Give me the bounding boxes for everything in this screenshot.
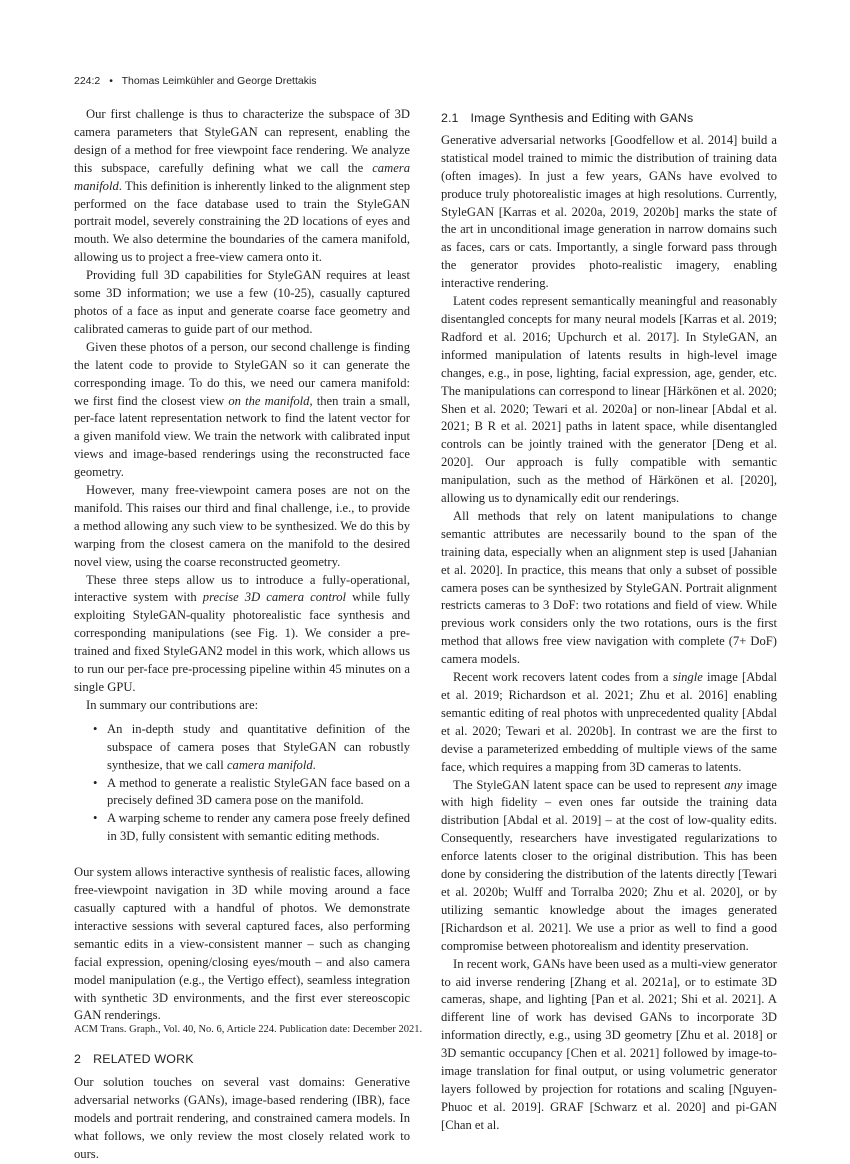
list-item: • An in-depth study and quantitative definition of the subspace of camera poses that StyleGAN can robustly synthesize, that we call camera manifold. bbox=[107, 721, 410, 775]
list-item: • A warping scheme to render any camera pose freely defined in 3D, fully consistent with semantic editing methods. bbox=[107, 810, 410, 846]
paragraph: Our system allows interactive synthesis of realistic faces, allowing free-viewpoint navigation in 3D while moving around a face casually captured with a handful of photos. We demonstrate interactive sessions with several captured faces, also performing semantic edits in a view-consistent manner – such as changing facial expression, opening/closing eyes/mouth – and also camera model manipulation (e.g., the Vertigo effect), seamless integration with synthetic 3D environments, and the first ever stereoscopic GAN renderings. bbox=[74, 865, 410, 1023]
running-header bbox=[74, 75, 317, 87]
section-number: 2 bbox=[74, 1052, 82, 1067]
paragraph: Our first challenge is thus to characterize the subspace of 3D camera parameters that StyleGAN can represent, enabling the design of a method for free viewpoint face rendering. We analyze this subspace, carefully defining what we call the camera manifold. This definition is inherently linked to the alignment step performed on the face database used to train the StyleGAN portrait model, severely constraining the 2D locations of eyes and mouth. We also determine the boundaries of the camera manifold, allowing us to project a free-view camera onto it. bbox=[74, 107, 410, 265]
list-item: • A method to generate a realistic StyleGAN face based on a precisely defined 3D camera pose on the manifold. bbox=[107, 775, 410, 811]
paragraph: However, many free-viewpoint camera poses are not on the manifold. This raises our third and final challenge, i.e., to provide a method allowing any such view to be synthesized. We do this by warping from the closest camera on the manifold to the desired novel view, using the coarse reconstructed geometry. bbox=[74, 483, 410, 569]
right-column bbox=[441, 110, 777, 1135]
subsection-title: Image Synthesis and Editing with GANs bbox=[470, 111, 694, 125]
section-heading bbox=[74, 1051, 410, 1069]
header-separator: • bbox=[109, 75, 113, 87]
paragraph: All methods that rely on latent manipulations to change semantic attributes are necessarily bound to the span of the training data, especially when an alignment step is used [Jahanian et al. 2020]. In practice, this means that only a subset of possible camera poses can be synthesized by StyleGAN. Portrait alignment restricts cameras to 3 DoF: two rotations and field of view. While previous work considers only the two rotations, ours is the first method that allows free view navigation with complete (7+ DoF) camera models. bbox=[441, 508, 777, 667]
paragraph: Latent codes represent semantically meaningful and reasonably disentangled concepts for many neural models [Karras et al. 2019; Radford et al. 2016; Upchurch et al. 2017]. In StyleGAN, an informed manipulation of latents results in high-level image changes, e.g., in pose, lighting, facial expression, age, gender, etc. The manipulations can correspond to linear [Härkönen et al. 2020; Shen et al. 2020; Tewari et al. 2020a] or non-linear [Abdal et al. 2021; B R et al. 2021] paths in latent space, while disentangled controls can be jointly trained with the generator [Deng et al. 2020]. Our approach is fully compatible with semantic manipulation, such as the method of Härkönen et al. [2020], allowing us to dynamically edit our renderings. bbox=[441, 294, 777, 506]
section-title: RELATED WORK bbox=[93, 1052, 194, 1067]
contributions-list bbox=[74, 721, 410, 846]
paragraph: In recent work, GANs have been used as a multi-view generator to aid inverse rendering [Zhang et al. 2021a], or to estimate 3D cameras, shape, and lighting [Pan et al. 2021; Shi et al. 2021]. A different line of work has devised GANs to incorporate 3D information directly, e.g., using 3D geometry [Zhu et al. 2018] or 3D semantic occupancy [Chen et al. 2021] followed by image-to-image translation for final output, or using volumetric generator layers followed by projection for rotations and scaling [Nguyen-Phuoc et al. 2019]. GRAF [Schwarz et al. 2020] and pi-GAN [Chan et al. bbox=[441, 956, 777, 1132]
paragraph: Our solution touches on several vast domains: Generative adversarial networks (GANs), image-based rendering (IBR), face models and portrait rendering, and constrained camera models. In what follows, we only review the most closely related work to ours. bbox=[74, 1075, 410, 1161]
subsection-number: 2.1 bbox=[441, 111, 459, 125]
paragraph: In summary our contributions are: bbox=[86, 697, 259, 712]
paragraph: Recent work recovers latent codes from a single image [Abdal et al. 2019; Richardson et al. 2021; Zhu et al. 2016] enabling semantic editing of real photos with unprecedented quality [Abdal et al. 2020; Tewari et al. 2020b]. In contrast we are the first to devise a parameterized embedding of multiple views of the same face, which requires a mapping from 3D cameras to latents. bbox=[441, 670, 777, 774]
paragraph: These three steps allow us to introduce a fully-operational, interactive system with precise 3D camera control while fully exploiting StyleGAN-quality photorealistic face synthesis and corresponding manipulations (see Fig. 1). We consider a pre-trained and fixed StyleGAN2 model in this work, which allows us to run our per-face pre-processing pipeline within 45 minutes on a single GPU. bbox=[74, 572, 410, 694]
left-column bbox=[74, 106, 410, 1164]
page-footer: ACM Trans. Graph., Vol. 40, No. 6, Article 224. Publication date: December 2021. bbox=[74, 1024, 423, 1035]
paragraph: Given these photos of a person, our second challenge is finding the latent code to provide to StyleGAN so it can generate the corresponding image. To do this, we need our camera manifold: we first find the closest view on the manifold, then train a small, per-face latent representation network to find the latent vector for a given manifold view. We train the network with calibrated input views and image-based renderings using the reconstructed face geometry. bbox=[74, 339, 410, 480]
subsection-heading bbox=[441, 110, 777, 128]
paragraph: Providing full 3D capabilities for StyleGAN requires at least some 3D information; we use a few (10-25), casually captured photos of a face as input and generate coarse face geometry and calibrated cameras to guide part of our method. bbox=[74, 268, 410, 336]
header-authors: Thomas Leimkühler and George Drettakis bbox=[121, 75, 317, 87]
page-label: 224:2 bbox=[74, 75, 101, 87]
paragraph: The StyleGAN latent space can be used to represent any image with high fidelity – even ones far outside the training data distribution [Abdal et al. 2019] – at the cost of low-quality edits. Consequently, researchers have investigated regularizations to enforce latents closer to the original distribution. This has been done by considering the distribution of the latents directly [Tewari et al. 2020b; Wulff and Torralba 2020; Zhu et al. 2020], or by utilizing semantic knowledge about the images generated [Richardson et al. 2021]. We use a prior as well to find a good compromise between photorealism and identity preservation. bbox=[441, 777, 778, 953]
paragraph: Generative adversarial networks [Goodfellow et al. 2014] build a statistical model trained to mimic the distribution of training data (often images). In just a few years, GANs have evolved to produce truly photorealistic images at high resolutions. Currently, StyleGAN [Karras et al. 2020a, 2019, 2020b] marks the state of the art in unconditional image generation in narrow domains such as faces, cars or cats. Importantly, a single forward pass through the generator provides photo-realistic imagery, enabling interactive rendering. bbox=[441, 132, 777, 291]
